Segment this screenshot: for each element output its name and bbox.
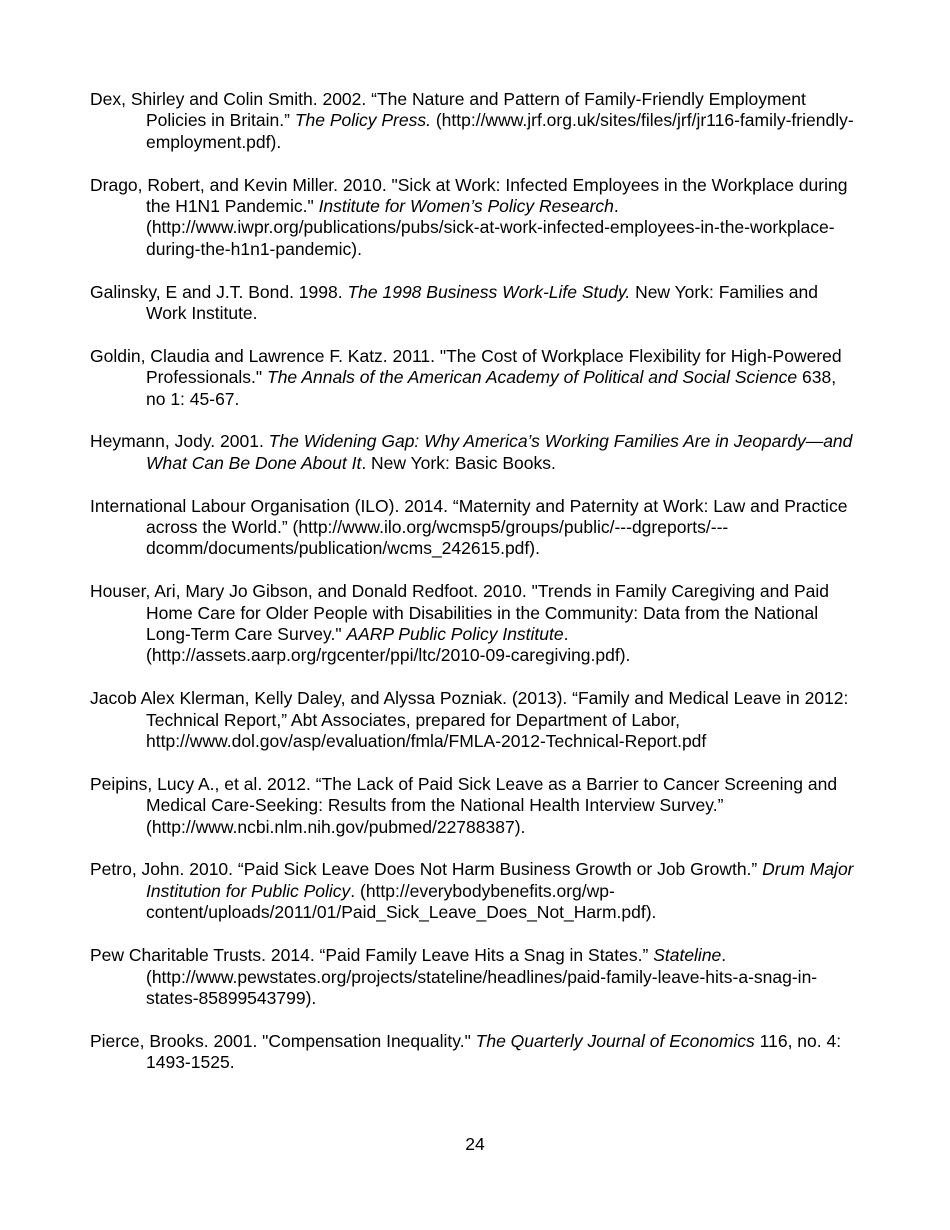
reference-text: International Labour Organisation (ILO). 2014. “Maternity and Paternity at Work: Law and Practice across the World.” (http://www.ilo.org/wcmsp5/groups/public/---dgreports/---dcomm/documents/publication/wcms_242615.pdf). [90,495,848,559]
reference-source-title: AARP Public Policy Institute [346,624,564,645]
reference-text: Pierce, Brooks. 2001. "Compensation Inequality." [90,1030,476,1051]
reference-text: Jacob Alex Klerman, Kelly Daley, and Alyssa Pozniak. (2013). “Family and Medical Leave in 2012: Technical Report,” Abt Associates, prepared for Department of Labor, http://www.dol.gov/asp/evaluation/fmla/FMLA-2012-Technical-Report.pdf [90,688,849,752]
reference-entry [90,859,860,923]
reference-text: . (http://assets.aarp.org/rgcenter/ppi/ltc/2010-09-caregiving.pdf). [146,624,631,666]
reference-source-title: The Widening Gap: Why America’s Working Families Are in Jeopardy—and What Can Be Done About It [146,431,853,473]
reference-entry [90,282,860,325]
reference-entry [90,89,860,153]
reference-source-title: The Annals of the American Academy of Political and Social Science [267,367,798,388]
page-number: 24 [465,1134,485,1154]
reference-text: (http://www.jrf.org.uk/sites/files/jrf/jr116-family-friendly-employment.pdf). [146,110,854,152]
reference-entry [90,346,860,410]
reference-source-title: Drum Major Institution for Public Policy [146,859,854,901]
reference-entry [90,175,860,261]
reference-entry [90,688,860,752]
reference-text: Petro, John. 2010. “Paid Sick Leave Does Not Harm Business Growth or Job Growth.” [90,859,763,880]
reference-source-title: Institute for Women’s Policy Research [318,196,614,217]
reference-text: . (http://everybodybenefits.org/wp-content/uploads/2011/01/Paid_Sick_Leave_Does_Not_Harm.pdf). [146,880,657,923]
reference-text: . (http://www.pewstates.org/projects/stateline/headlines/paid-family-leave-hits-a-snag-in-states-85899543799). [146,945,818,1008]
reference-source-title: Stateline [653,945,722,966]
reference-entry [90,1031,860,1074]
reference-text: Houser, Ari, Mary Jo Gibson, and Donald Redfoot. 2010. "Trends in Family Caregiving and Paid Home Care for Older People with Disabilities in the Community: Data from the National Long-Term Care Survey." [90,581,829,645]
reference-text: 116, no. 4: 1493-1525. [146,1030,842,1073]
reference-entry [90,496,860,560]
reference-text: New York: Families and Work Institute. [146,281,818,324]
reference-list [90,89,860,1095]
reference-text: Drago, Robert, and Kevin Miller. 2010. "Sick at Work: Infected Employees in the Workplace during the H1N1 Pandemic." [90,174,848,217]
reference-text: Goldin, Claudia and Lawrence F. Katz. 2011. "The Cost of Workplace Flexibility for High-Powered Professionals." [90,345,842,388]
reference-text: Dex, Shirley and Colin Smith. 2002. “The Nature and Pattern of Family-Friendly Employment Policies in Britain.” [90,89,806,131]
reference-text: . New York: Basic Books. [361,452,556,473]
reference-text: Galinsky, E and J.T. Bond. 1998. [90,281,348,302]
reference-text: Pew Charitable Trusts. 2014. “Paid Family Leave Hits a Snag in States.” [90,945,654,966]
reference-text: Heymann, Jody. 2001. [90,431,269,452]
reference-text: Peipins, Lucy A., et al. 2012. “The Lack of Paid Sick Leave as a Barrier to Cancer Screening and Medical Care-Seeking: Results from the National Health Interview Survey.” (http://www.ncbi.nlm.nih.gov/pubmed/22788387). [90,773,838,837]
reference-source-title: The Policy Press. [294,110,431,131]
reference-entry [90,945,860,1009]
reference-text: 638, no 1: 45-67. [146,367,837,409]
reference-entry [90,581,860,667]
reference-source-title: The Quarterly Journal of Economics [475,1030,755,1051]
reference-entry [90,431,860,474]
reference-entry [90,774,860,838]
reference-source-title: The 1998 Business Work-Life Study. [347,281,631,302]
reference-text: . (http://www.iwpr.org/publications/pubs/sick-at-work-infected-employees-in-the-workplace-during-the-h1n1-pandemic). [146,196,835,259]
